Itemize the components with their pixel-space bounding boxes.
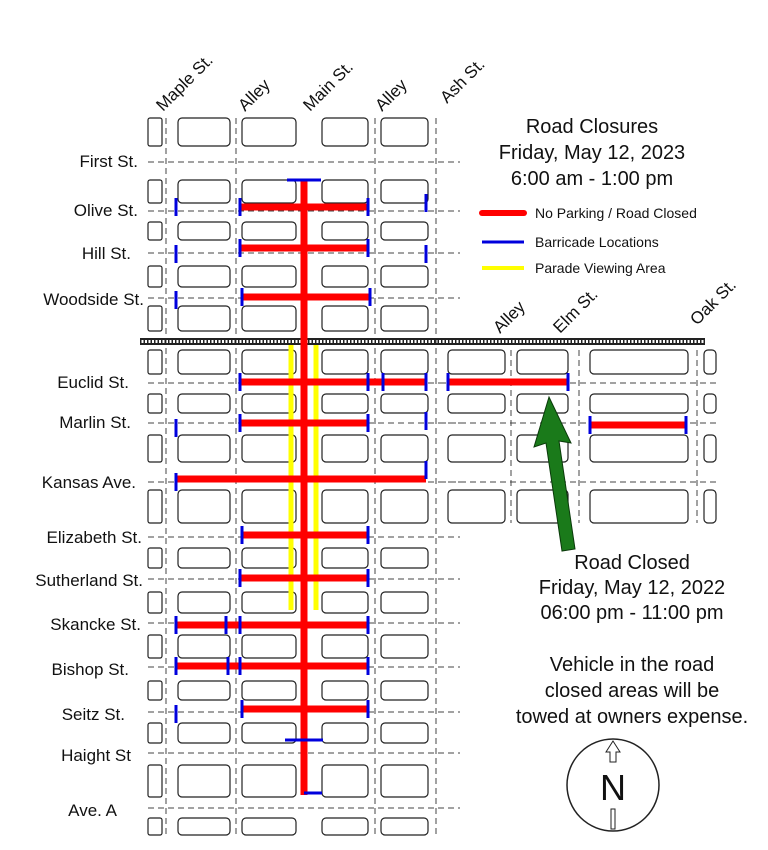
city-block: [517, 394, 568, 413]
city-block: [242, 765, 296, 797]
street-label-first: First St.: [79, 152, 138, 171]
city-block: [381, 818, 428, 835]
city-block: [242, 350, 296, 374]
city-block: [242, 435, 296, 462]
city-block: [148, 394, 162, 413]
city-block: [322, 681, 368, 700]
city-block: [381, 306, 428, 331]
city-block: [148, 548, 162, 568]
city-block: [242, 548, 296, 568]
north-compass-icon: [567, 739, 659, 831]
city-block: [148, 681, 162, 700]
street-label-marlin: Marlin St.: [59, 413, 131, 432]
city-block: [148, 306, 162, 331]
street-label-woodside: Woodside St.: [43, 290, 144, 309]
city-block: [148, 118, 162, 146]
city-block: [322, 118, 368, 146]
street-label-alley-east: Alley: [371, 75, 411, 115]
city-block: [322, 723, 368, 743]
city-block: [448, 350, 505, 374]
city-block: [242, 635, 296, 658]
street-label-ave-a: Ave. A: [68, 801, 117, 820]
street-label-seitz: Seitz St.: [61, 705, 125, 724]
horizontal-street-labels: [35, 152, 144, 820]
city-block: [242, 266, 296, 287]
city-block: [381, 723, 428, 743]
city-block: [148, 180, 162, 203]
street-label-alley-east2: Alley: [489, 297, 529, 337]
city-block: [148, 435, 162, 462]
title-line-2: Friday, May 12, 2023: [498, 142, 686, 164]
city-block: [148, 350, 162, 374]
street-label-hill: Hill St.: [81, 244, 131, 263]
city-block: [242, 681, 296, 700]
city-block: [242, 490, 296, 523]
city-block: [322, 765, 368, 797]
city-block: [148, 765, 162, 797]
city-block: [178, 222, 230, 240]
street-label-kansas: Kansas Ave.: [41, 473, 136, 492]
city-block: [322, 490, 368, 523]
city-block: [322, 350, 368, 374]
city-block: [242, 394, 296, 413]
city-block: [148, 490, 162, 523]
legend: [482, 205, 697, 276]
closure-title: [499, 116, 685, 190]
city-block: [381, 592, 428, 613]
city-block: [448, 435, 505, 462]
city-block: [381, 765, 428, 797]
city-block: [178, 394, 230, 413]
city-block: [148, 818, 162, 835]
city-block: [148, 723, 162, 743]
city-block: [178, 306, 230, 331]
city-block: [178, 490, 230, 523]
city-block: [381, 490, 428, 523]
city-block: [704, 435, 716, 462]
street-label-maple: Maple St.: [152, 50, 217, 115]
city-block: [322, 222, 368, 240]
railroad-track: [140, 339, 705, 344]
city-block: [381, 394, 428, 413]
city-block: [448, 394, 505, 413]
city-block: [178, 592, 230, 613]
city-block: [381, 222, 428, 240]
city-block: [322, 306, 368, 331]
city-block: [242, 180, 296, 203]
second-closure-line-2: Friday, May 12, 2022: [538, 577, 726, 599]
second-closure-note: [539, 552, 725, 624]
compass-letter: N: [600, 767, 626, 808]
city-block: [178, 635, 230, 658]
city-block: [381, 681, 428, 700]
city-block: [381, 435, 428, 462]
street-label-euclid: Euclid St.: [57, 373, 129, 392]
street-label-olive: Olive St.: [73, 201, 138, 220]
city-block: [322, 394, 368, 413]
street-label-ash: Ash St.: [436, 54, 489, 107]
city-block: [242, 306, 296, 331]
city-block: [322, 435, 368, 462]
tow-note: [516, 654, 748, 728]
city-block: [322, 180, 368, 203]
city-block: [178, 818, 230, 835]
city-block: [148, 635, 162, 658]
city-block: [322, 266, 368, 287]
street-label-elm: Elm St.: [549, 284, 602, 337]
street-label-alley-west: Alley: [234, 75, 274, 115]
street-label-skancke: Skancke St.: [50, 615, 141, 634]
tow-note-line-3: towed at owners expense.: [515, 706, 749, 728]
city-block: [590, 394, 688, 413]
legend-label-barricade: Barricade Locations: [535, 234, 659, 250]
city-block: [704, 350, 716, 374]
city-block: [178, 118, 230, 146]
city-block: [178, 435, 230, 462]
city-block: [148, 266, 162, 287]
city-block: [322, 818, 368, 835]
legend-label-viewing: Parade Viewing Area: [535, 260, 666, 276]
city-block: [381, 180, 428, 203]
city-block: [242, 818, 296, 835]
city-block: [381, 548, 428, 568]
city-block: [381, 266, 428, 287]
street-label-sutherland: Sutherland St.: [35, 571, 143, 590]
city-block: [590, 490, 688, 523]
second-closure-line-3: 06:00 pm - 11:00 pm: [540, 602, 724, 624]
city-block: [322, 635, 368, 658]
city-block: [178, 681, 230, 700]
street-label-oak: Oak St.: [686, 275, 740, 329]
city-block: [178, 266, 230, 287]
street-label-elizabeth: Elizabeth St.: [46, 528, 142, 547]
street-label-main: Main St.: [299, 57, 357, 115]
title-line-3: 6:00 am - 1:00 pm: [510, 168, 674, 190]
city-block: [704, 490, 716, 523]
tow-note-line-1: Vehicle in the road: [549, 654, 715, 676]
legend-label-closed: No Parking / Road Closed: [535, 205, 697, 221]
city-block: [242, 118, 296, 146]
city-block: [448, 490, 505, 523]
city-block: [178, 723, 230, 743]
city-block: [381, 350, 428, 374]
city-block: [704, 394, 716, 413]
city-block: [178, 548, 230, 568]
city-block: [590, 435, 688, 462]
city-block: [590, 350, 688, 374]
city-block: [322, 592, 368, 613]
city-block: [322, 548, 368, 568]
title-line-1: Road Closures: [525, 116, 659, 138]
second-closure-line-1: Road Closed: [574, 552, 690, 574]
city-block: [148, 222, 162, 240]
city-block: [381, 635, 428, 658]
street-label-bishop: Bishop St.: [51, 660, 129, 679]
street-label-haight: Haight St: [61, 746, 131, 765]
tow-note-line-2: closed areas will be: [544, 680, 720, 702]
city-block: [517, 350, 568, 374]
city-block: [178, 180, 230, 203]
city-block: [242, 222, 296, 240]
city-block: [178, 350, 230, 374]
green-arrow: [534, 397, 575, 551]
city-block: [381, 118, 428, 146]
city-block: [148, 592, 162, 613]
city-block: [178, 765, 230, 797]
city-block: [242, 592, 296, 613]
